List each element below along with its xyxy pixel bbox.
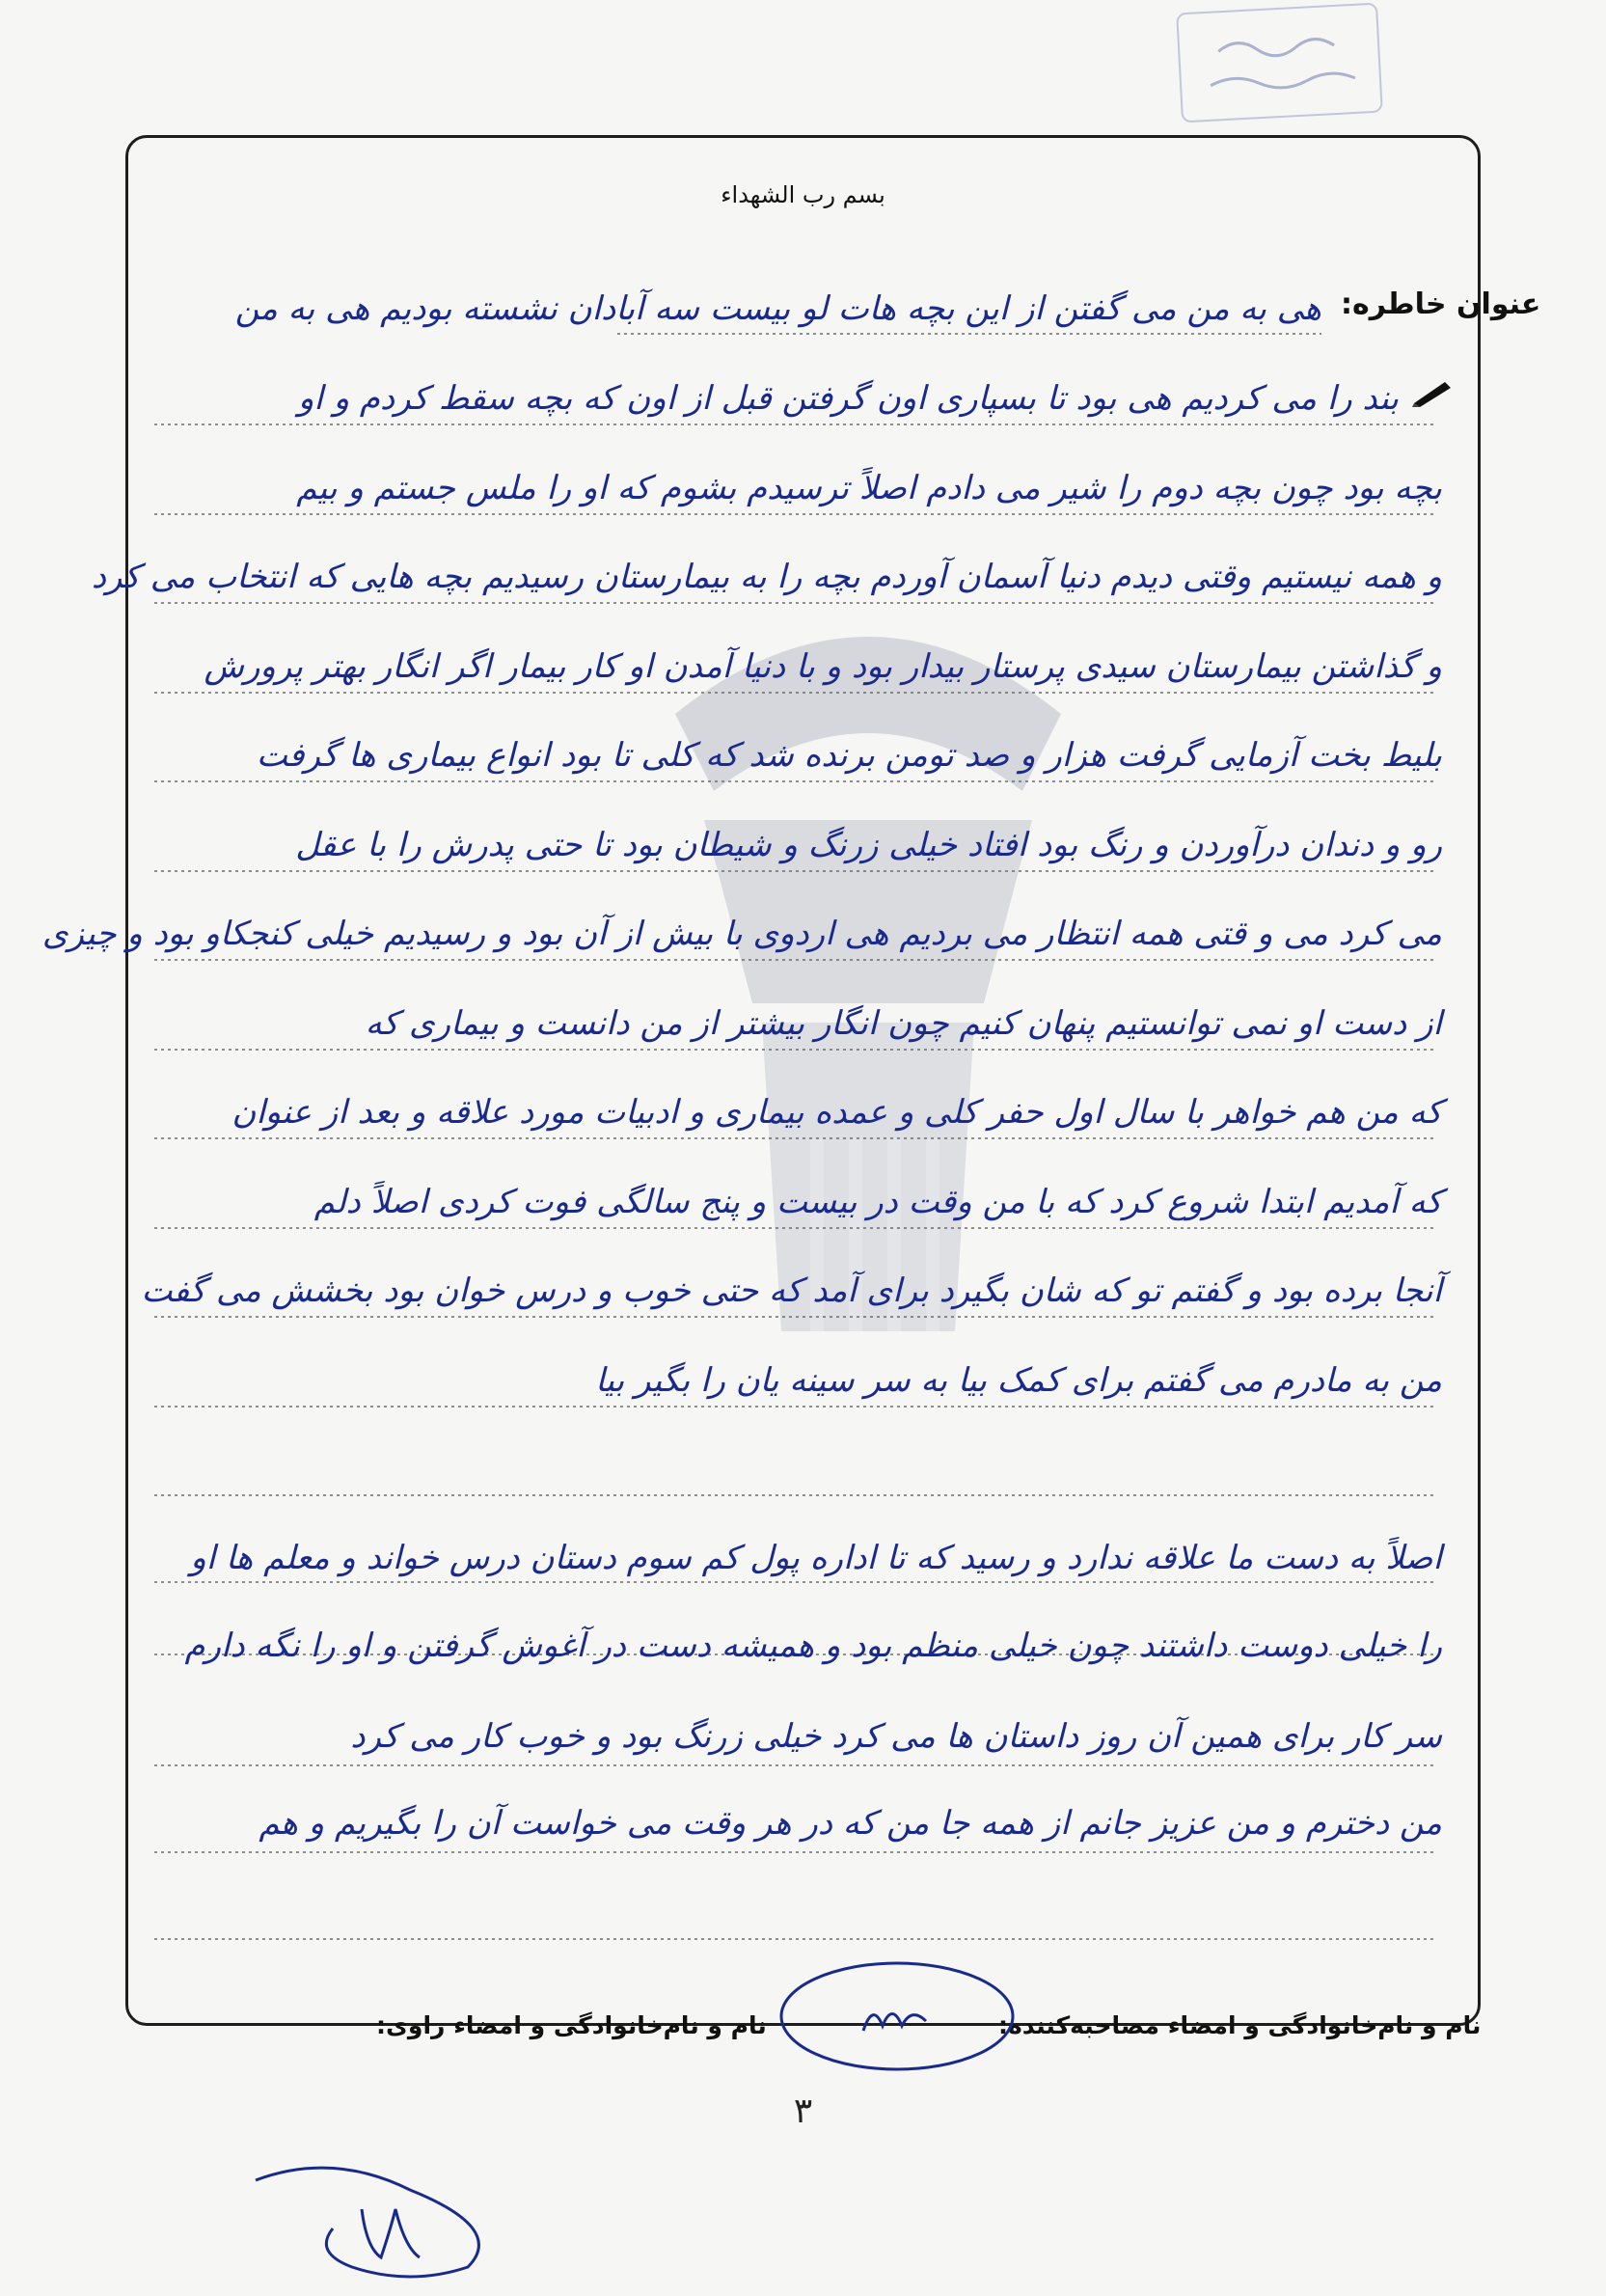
handwritten-line: سر کار برای همین آن روز داستان ها می کرد خیلی زرنگ بود و خوب کار می کرد	[350, 1717, 1442, 1756]
memory-title-label: عنوان خاطره:	[1341, 287, 1541, 321]
handwritten-line: آنجا برده بود و گفتم تو که شان بگیرد برای آمد که حتی خوب و درس خوان بود بخشش می گفت	[141, 1271, 1442, 1310]
interviewer-signature-label: نام و نام‌خانوادگی و امضاء مصاحبه‌کننده:	[998, 2011, 1482, 2039]
handwritten-line: اصلاً به دست ما علاقه ندارد و رسید که تا اداره پول کم سوم دستان درس خواند و معلم ها او	[190, 1539, 1442, 1577]
handwritten-line: و همه نیستیم وقتی دیدم دنیا آسمان آوردم بچه را به بیمارستان رسیدیم بچه هایی که انتخاب می کرد	[91, 558, 1442, 596]
handwritten-line: بند را می کردیم هی بود تا بسپاری اون گرفتن قبل از اون که بچه سقط کردم و او	[298, 379, 1399, 418]
interviewer-signature	[772, 1958, 1022, 2084]
handwritten-line: بلیط بخت آزمایی گرفت هزار و صد تومن برنده شد که کلی تا بود انواع بیماری ها گرفت	[256, 736, 1442, 775]
handwritten-line: من دخترم و من عزیز جانم از همه جا من که در هر وقت می خواست آن را بگیریم و هم	[259, 1804, 1442, 1843]
handwritten-line: بچه بود چون بچه دوم را شیر می دادم اصلاً ترسیدم بشوم که او را ملس جستم و بیم	[296, 469, 1442, 507]
handwritten-line: و گذاشتن بیمارستان سیدی پرستار بیدار بود و با دنیا آمدن او کار بیمار اگر انگار بهتر پرورش	[204, 647, 1442, 686]
narrator-signature	[246, 2142, 526, 2286]
page-number: ۳	[793, 2091, 813, 2131]
narrator-signature-label: نام و نام‌خانوادگی و امضاء راوی:	[376, 2011, 767, 2039]
handwritten-line: هی به من می گفتن از این بچه هات لو بیست سه آبادان نشسته بودیم هی به من	[234, 289, 1321, 328]
page-header-basmala: بسم رب الشهداء	[721, 181, 885, 208]
handwritten-line: من به مادرم می گفتم برای کمک بیا به سر سینه یان را بگیر بیا	[595, 1361, 1442, 1400]
handwritten-line: را خیلی دوست داشتند چون خیلی منظم بود و همیشه دست در آغوش گرفتن و او را نگه دارم	[184, 1626, 1442, 1665]
handwritten-line: می کرد می و قتی همه انتظار می بردیم هی اردوی با بیش از آن بود و رسیدیم خیلی کنجکاو بود و چیزی	[41, 915, 1442, 953]
handwritten-line: از دست او نمی توانستیم پنهان کنیم چون انگار بیشتر از من دانست و بیماری که	[365, 1004, 1442, 1043]
handwritten-line: که من هم خواهر با سال اول حفر کلی و عمده بیماری و ادبیات مورد علاقه و بعد از عنوان	[231, 1093, 1442, 1132]
handwritten-line: رو و دندان درآوردن و رنگ بود افتاد خیلی زرنگ و شیطان بود تا حتی پدرش را با عقل	[295, 826, 1442, 864]
handwritten-line: که آمدیم ابتدا شروع کرد که با من وقت در بیست و پنج سالگی فوت کردی اصلاً دلم	[313, 1183, 1442, 1221]
